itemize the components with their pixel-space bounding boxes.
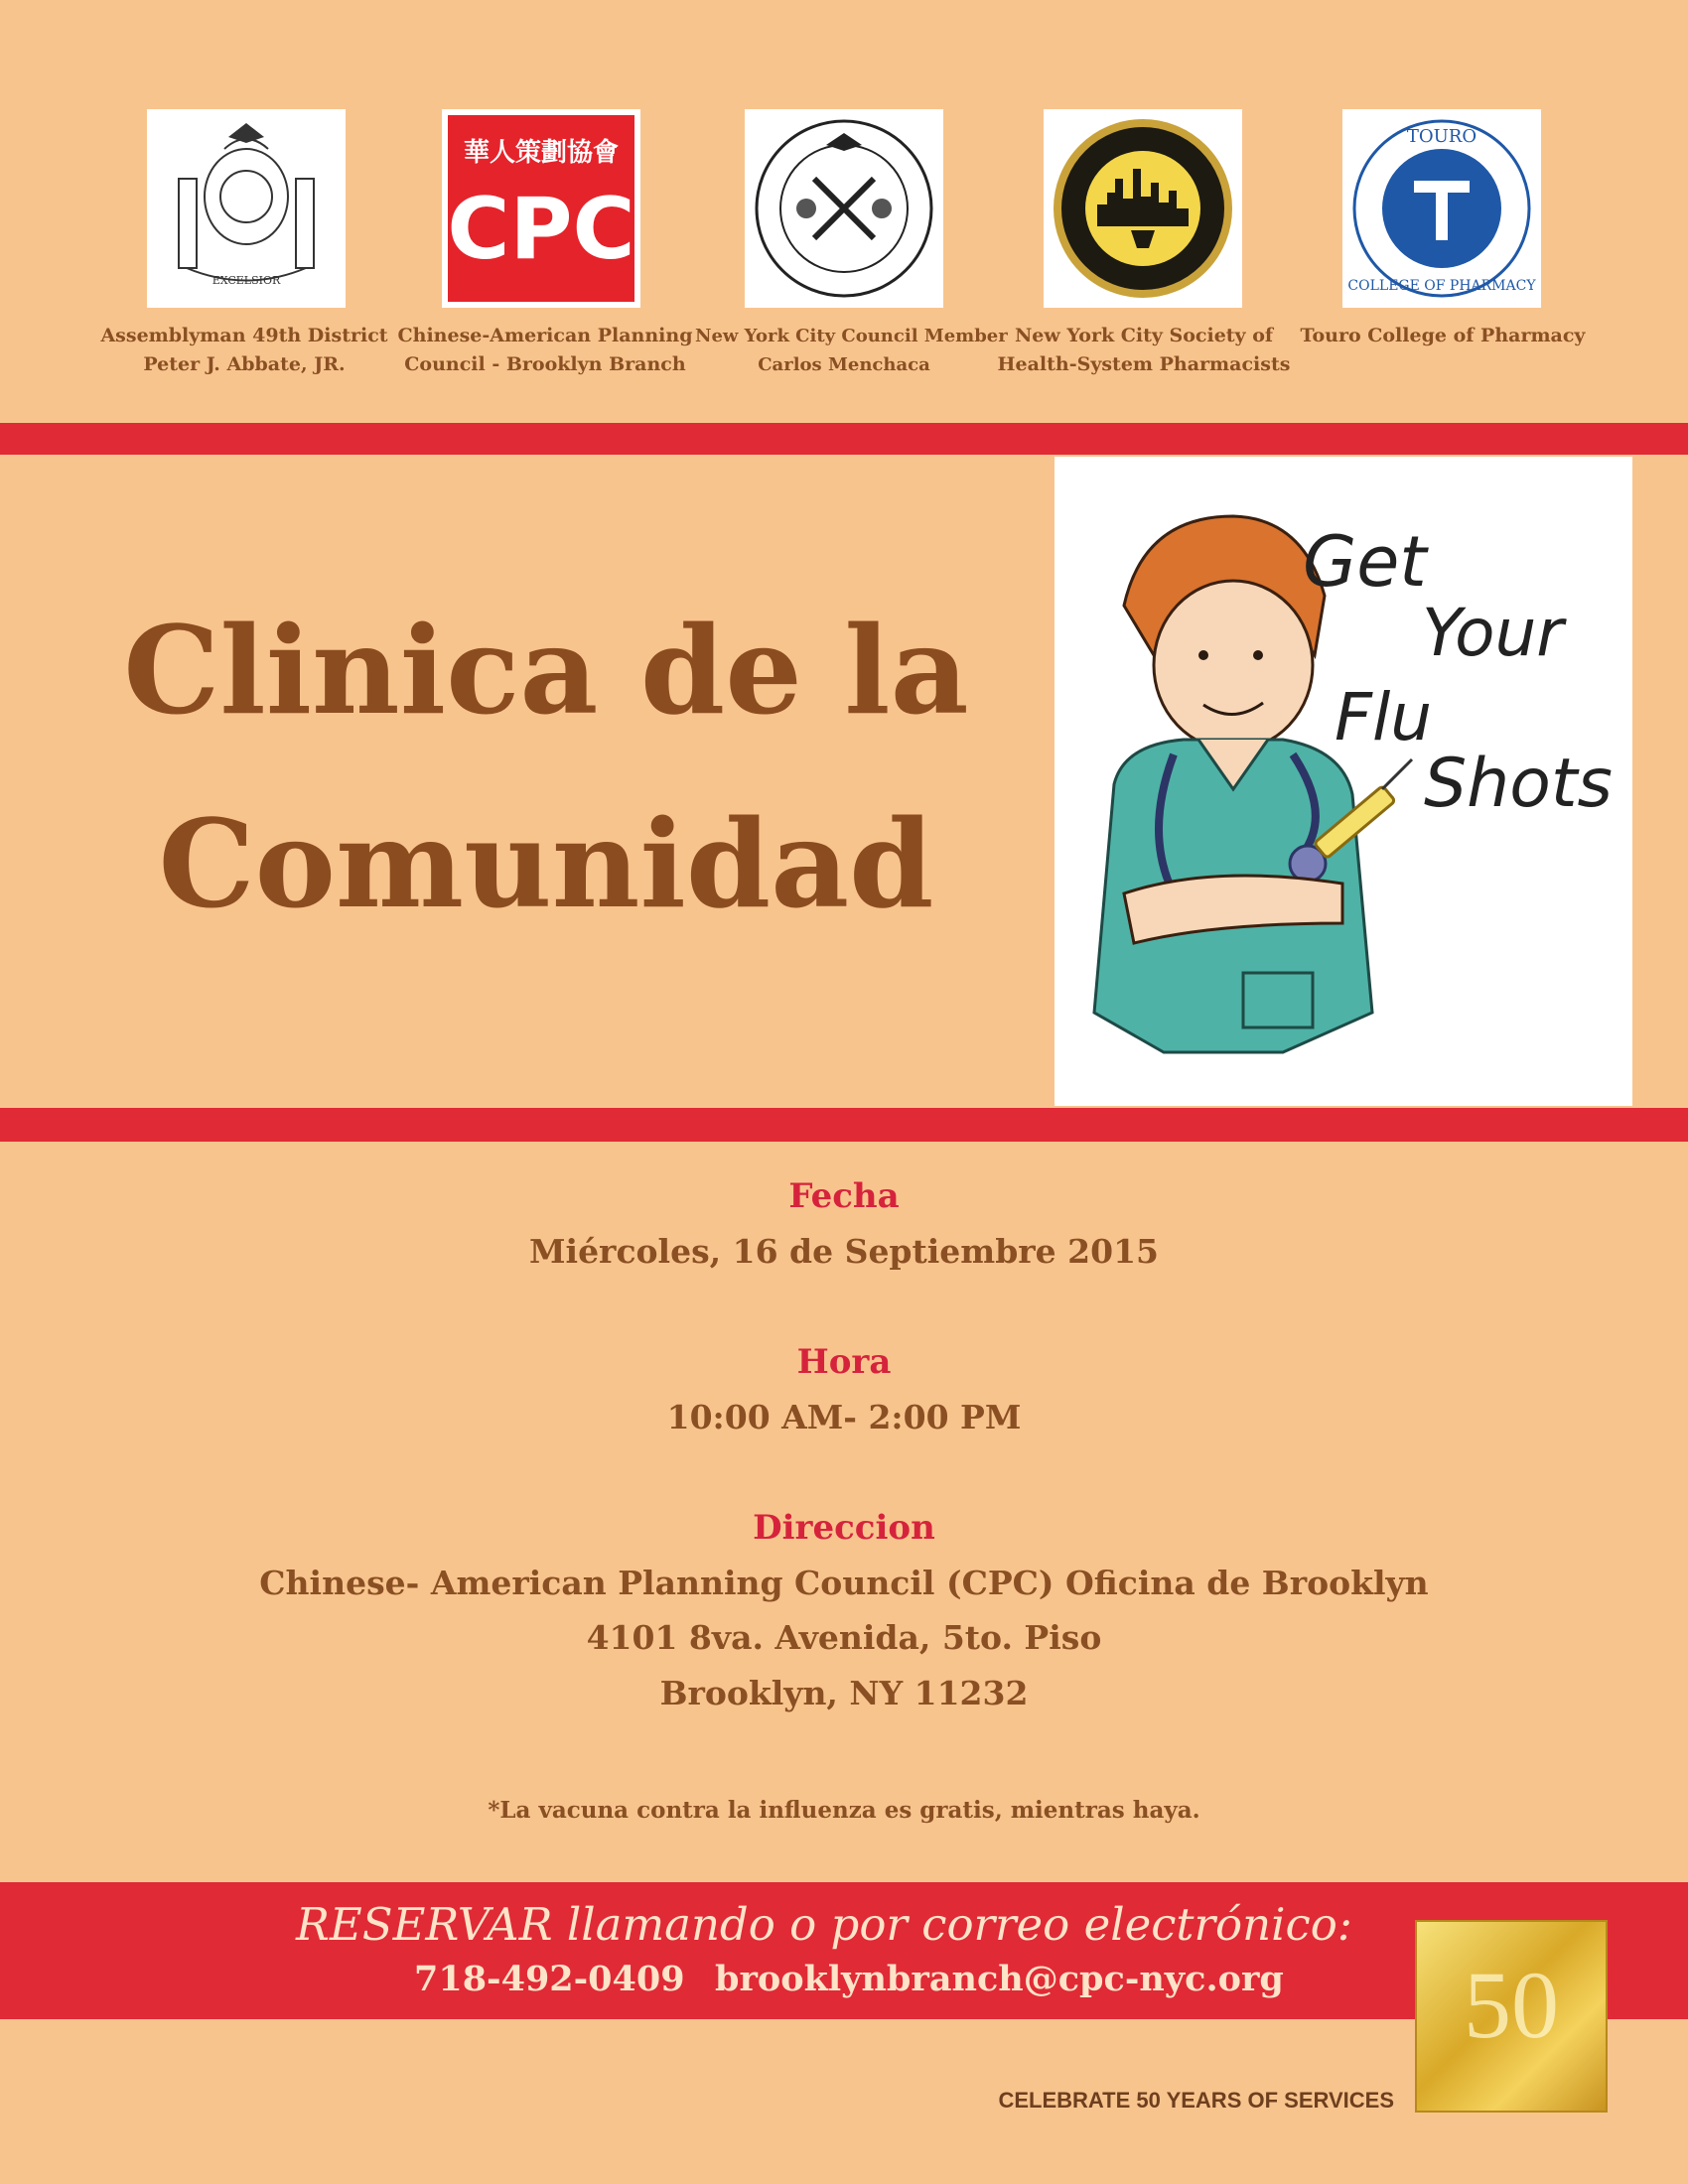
vaccine-note: *La vacuna contra la influenza es gratis, mientras haya. [488,1797,1200,1824]
nycshp-logo [1044,109,1242,308]
nyc-seal-icon [745,109,943,308]
sponsor-line: Carlos Menchaca [758,354,930,375]
time-value: 10:00 AM- 2:00 PM [666,1398,1022,1436]
reservation-title: RESERVAR llamando o por correo electrónico: [296,1898,1352,1951]
nycshp-seal-icon [1044,109,1242,308]
sponsor-label-assemblyman [95,322,393,379]
address-label: Direccion [753,1508,935,1548]
title-line1: Clinica de la [123,599,969,742]
sponsor-line: Council - Brooklyn Branch [404,353,686,375]
touro-logo-icon [1342,109,1541,308]
sponsor-label-council-member [695,322,1008,379]
sponsor-line: Assemblyman 49th District [100,325,388,346]
sponsor-line: Chinese-American Planning [397,325,693,346]
nyc-seal-logo [745,109,943,308]
flu-shot-illustration [1055,457,1632,1106]
cpc-logo-text: CPC [447,180,635,279]
middle-red-band [0,1108,1688,1142]
sponsor-label-cpc [396,322,694,379]
anniversary-caption: CELEBRATE 50 YEARS OF SERVICES [998,2088,1394,2113]
svg-text:EXCELSIOR: EXCELSIOR [211,274,281,287]
date-label: Fecha [788,1176,900,1216]
sponsor-label-touro [1294,322,1592,350]
sponsor-line: Touro College of Pharmacy [1300,325,1586,346]
anniversary-number: 50 [1464,1952,1559,2058]
reservation-phone[interactable]: 718-492-0409 [414,1959,685,1999]
reservation-email[interactable]: brooklynbranch@cpc-nyc.org [715,1959,1284,1999]
cpc-logo [442,109,640,308]
cpc-logo-text-cn: 華人策劃協會 [463,138,620,168]
cpc-50-anniversary-badge [1415,1920,1608,2113]
flu-word-get: Get [1303,521,1427,603]
sponsor-line: New York City Council Member [695,326,1008,346]
flu-word-your: Your [1422,595,1564,671]
date-value: Miércoles, 16 de Septiembre 2015 [529,1232,1159,1271]
nurse-with-syringe-icon [1055,457,1632,1106]
address-line3: Brooklyn, NY 11232 [659,1674,1029,1712]
ny-state-seal-icon [147,109,346,308]
svg-text:COLLEGE OF PHARMACY: COLLEGE OF PHARMACY [1347,278,1536,294]
svg-text:TOURO: TOURO [1406,126,1477,147]
touro-logo [1342,109,1541,308]
cpc-logo-icon [442,109,640,308]
address-line2: 4101 8va. Avenida, 5to. Piso [586,1618,1102,1657]
title-line2: Comunidad [158,792,934,935]
sponsor-line: Peter J. Abbate, JR. [143,353,346,375]
sponsor-line: New York City Society of [1014,325,1274,346]
address-line1: Chinese- American Planning Council (CPC) Oficina de Brooklyn [259,1564,1429,1602]
flu-word-flu: Flu [1335,679,1433,755]
time-label: Hora [796,1342,892,1382]
sponsor-label-nycshp [995,322,1293,379]
top-red-band [0,423,1688,455]
flu-word-shots: Shots [1424,745,1613,823]
ny-state-seal-logo [147,109,346,308]
sponsor-line: Health-System Pharmacists [997,353,1291,375]
